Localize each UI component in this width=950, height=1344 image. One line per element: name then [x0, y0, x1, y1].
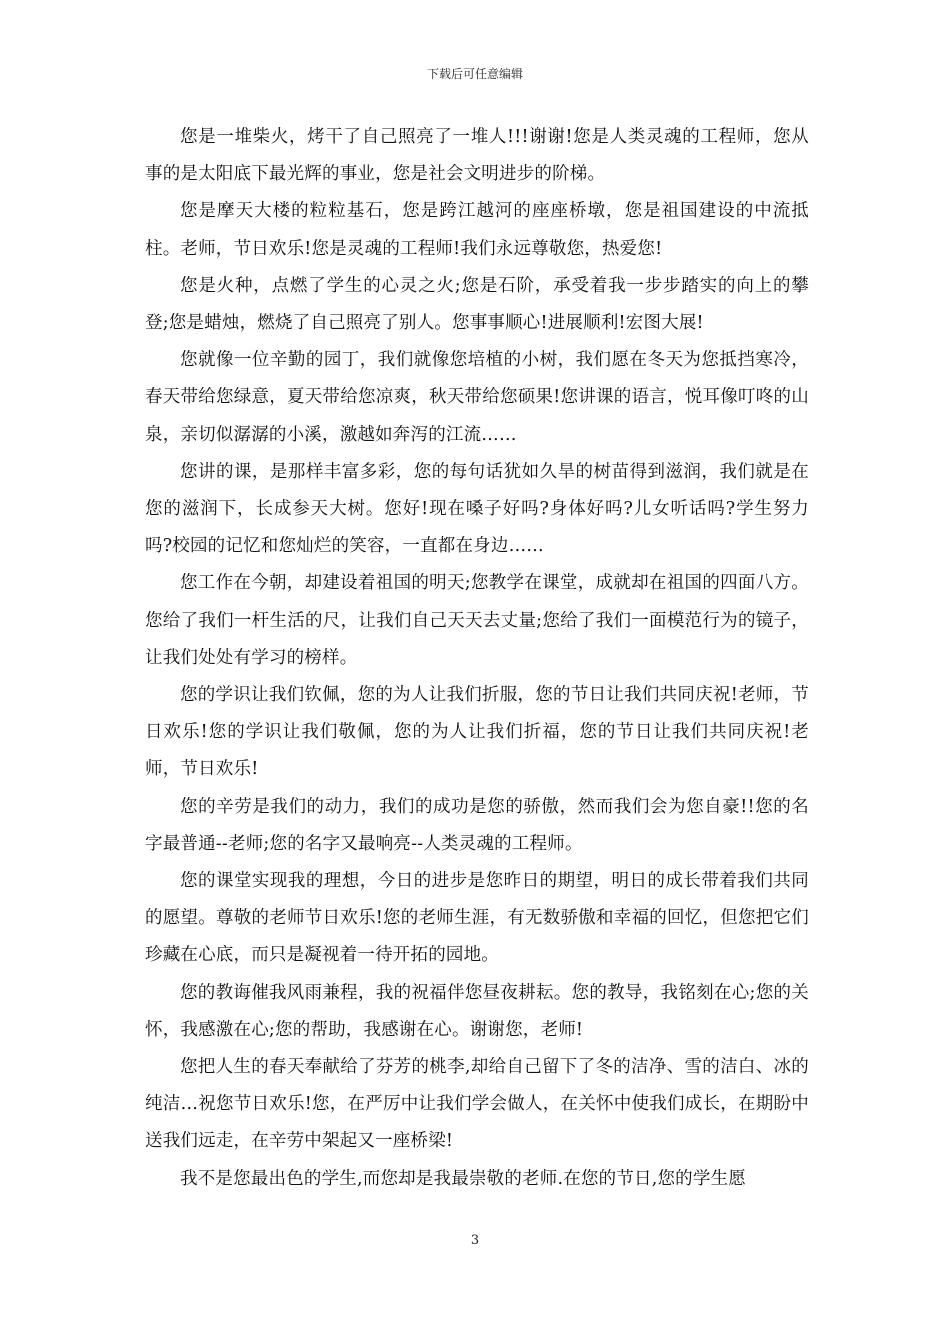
paragraph-12: 我不是您最出色的学生,而您却是我最崇敬的老师.在您的节日,您的学生愿: [180, 1168, 746, 1189]
paragraph-2: 您是摩天大楼的粒粒基石，您是跨江越河的座座桥墩，您是祖国建设的中流抵柱。老师，节日欢乐!您是灵魂的工程师!我们永远尊敬您，热爱您!: [145, 201, 809, 259]
page-number: 3: [470, 1233, 480, 1248]
paragraph-10: 您的教诲催我风雨兼程，我的祝福伴您昼夜耕耘。您的教导，我铭刻在心;您的关怀，我感激在心;您的帮助，我感谢在心。谢谢您，老师!: [145, 982, 809, 1040]
paragraph-5: 您讲的课，是那样丰富多彩，您的每句话犹如久旱的树苗得到滋润，我们就是在您的滋润下，长成参天大树。您好!现在嗓子好吗?身体好吗?儿女听话吗?学生努力吗?校园的记忆和您灿烂的笑容，一直都在身边……: [145, 461, 809, 557]
paragraph-9: 您的课堂实现我的理想，今日的进步是您昨日的期望，明日的成长带着我们共同的愿望。尊敬的老师节日欢乐!您的老师生涯，有无数骄傲和幸福的回忆，但您把它们珍藏在心底，而只是凝视着一待开拓的园地。: [145, 871, 809, 966]
paragraph-4: 您就像一位辛勤的园丁，我们就像您培植的小树，我们愿在冬天为您抵挡寒冷，春天带给您绿意，夏天带给您凉爽，秋天带给您硕果!您讲课的语言，悦耳像叮咚的山泉，亲切似潺潺的小溪，激越如奔泻的江流……: [145, 350, 809, 445]
document-body: [145, 119, 809, 1198]
paragraph-6: 您工作在今朝，却建设着祖国的明天;您教学在课堂，成就却在祖国的四面八方。您给了我们一杆生活的尺，让我们自己天天去丈量;您给了我们一面模范行为的镜子，让我们处处有学习的榜样。: [145, 573, 809, 668]
paragraph-3: 您是火种，点燃了学生的心灵之火;您是石阶，承受着我一步步踏实的向上的攀登;您是蜡烛，燃烧了自己照亮了别人。您事事顺心!进展顺利!宏图大展!: [145, 275, 809, 334]
paragraph-1: 您是一堆柴火，烤干了自己照亮了一堆人!!!谢谢!您是人类灵魂的工程师，您从事的是太阳底下最光辉的事业，您是社会文明进步的阶梯。: [145, 127, 809, 185]
paragraph-8: 您的辛劳是我们的动力，我们的成功是您的骄傲，然而我们会为您自豪!!您的名字最普通--老师;您的名字又最响亮--人类灵魂的工程师。: [145, 796, 809, 854]
page-header: 下载后可任意编辑: [426, 67, 523, 81]
paragraph-7: 您的学识让我们钦佩，您的为人让我们折服，您的节日让我们共同庆祝!老师，节日欢乐!您的学识让我们敬佩，您的为人让我们折福，您的节日让我们共同庆祝!老师，节日欢乐!: [145, 685, 809, 780]
paragraph-11: 您把人生的春天奉献给了芬芳的桃李,却给自己留下了冬的洁净、雪的洁白、冰的纯洁…祝您节日欢乐!您，在严厉中让我们学会做人，在关怀中使我们成长，在期盼中送我们远走，在辛劳中架起又一座桥梁!: [145, 1057, 809, 1152]
